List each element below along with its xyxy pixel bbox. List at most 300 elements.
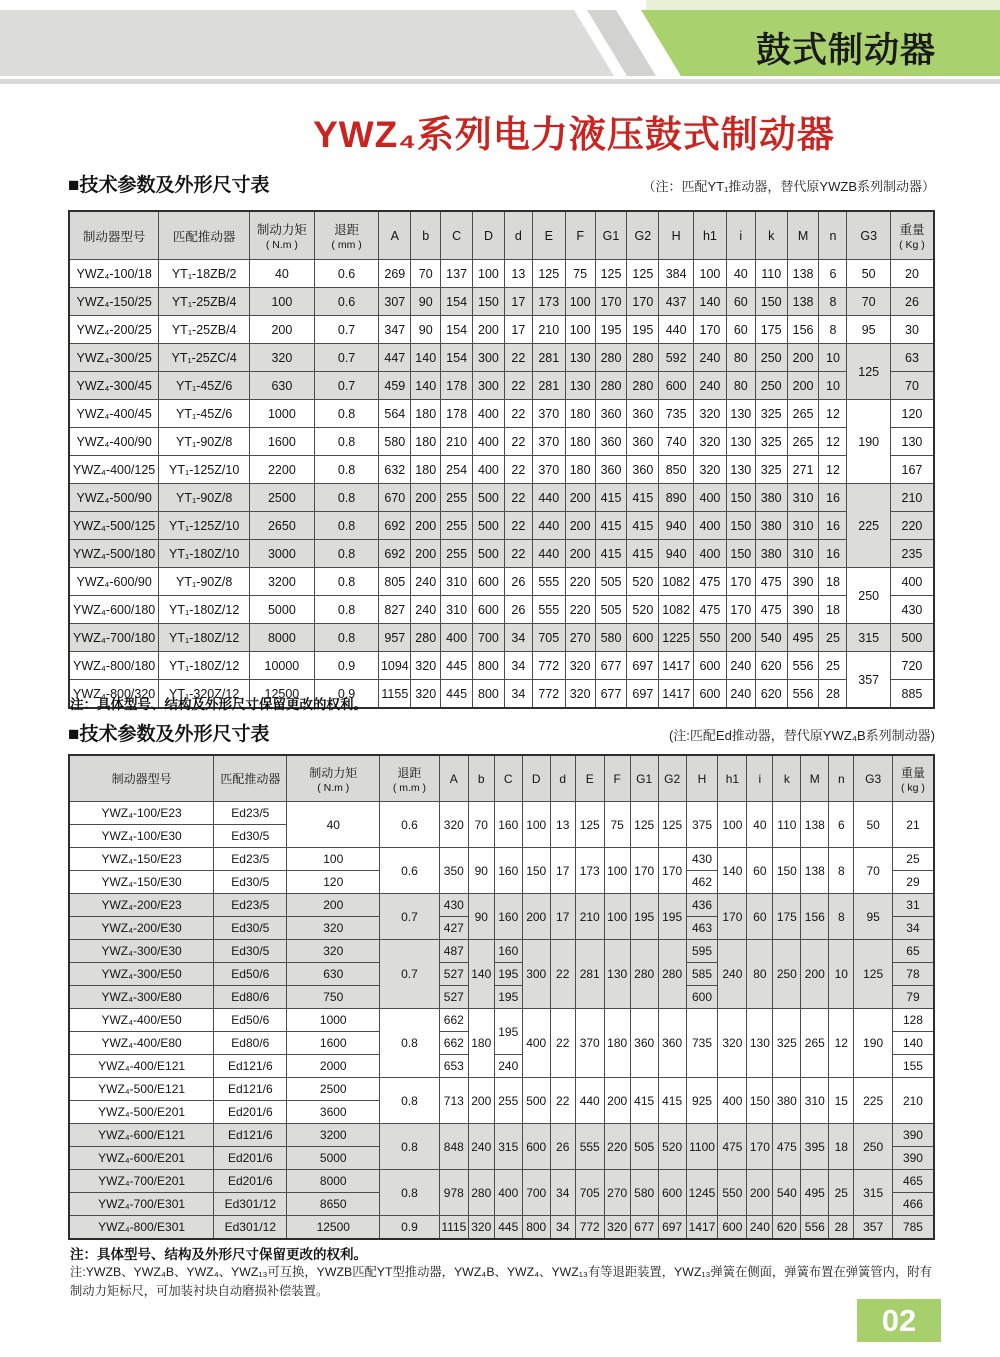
cell: 564: [379, 400, 411, 428]
table-row: [69, 540, 934, 568]
cell: 138: [787, 288, 819, 316]
cell: YWZ₄-150/E30: [69, 871, 214, 894]
column-header: b: [468, 755, 494, 802]
cell: 95: [847, 316, 890, 344]
cell: 170: [627, 288, 659, 316]
cell: 220: [565, 568, 595, 596]
cell: 22: [504, 456, 532, 484]
cell: 325: [773, 1009, 801, 1078]
cell: 50: [847, 260, 890, 288]
cell: 40: [287, 802, 380, 848]
cell: 240: [726, 652, 755, 680]
cell: 170: [630, 848, 658, 894]
cell: 235: [890, 540, 934, 568]
cell: 180: [411, 400, 441, 428]
column-header: i: [726, 211, 755, 260]
cell: 315: [494, 1124, 522, 1170]
cell: Ed23/5: [214, 802, 287, 825]
cell: 440: [532, 512, 565, 540]
column-header: 退距 ( m.m ): [380, 755, 440, 802]
cell: YWZ₄-500/125: [69, 512, 159, 540]
cell: 705: [575, 1170, 604, 1216]
cell: 692: [379, 512, 411, 540]
cell: 265: [801, 1009, 829, 1078]
cell: 22: [504, 428, 532, 456]
cell: 26: [504, 568, 532, 596]
cell: YT₁-25ZB/4: [159, 316, 250, 344]
column-header: E: [532, 211, 565, 260]
cell: 255: [441, 540, 473, 568]
cell: 128: [892, 1009, 934, 1032]
cell: 12: [829, 1009, 854, 1078]
cell: 100: [694, 260, 727, 288]
cell: 150: [755, 288, 787, 316]
cell: 462: [686, 871, 718, 894]
cell: 0.7: [380, 894, 440, 940]
cell: 670: [379, 484, 411, 512]
table-row: [69, 400, 934, 428]
cell: 440: [532, 484, 565, 512]
cell: 320: [694, 456, 727, 484]
cell: 600: [694, 652, 727, 680]
cell: 200: [787, 344, 819, 372]
cell: 34: [550, 1170, 575, 1216]
cell: 140: [718, 848, 747, 894]
cell: 8: [819, 316, 847, 344]
cell: 170: [658, 848, 686, 894]
cell: 653: [439, 1055, 468, 1078]
table-row: [69, 624, 934, 652]
cell: 692: [379, 540, 411, 568]
cell: 250: [854, 1124, 893, 1170]
cell: 600: [686, 986, 718, 1009]
cell: 8: [829, 848, 854, 894]
cell: 370: [532, 400, 565, 428]
cell: 580: [595, 624, 627, 652]
cell: 210: [532, 316, 565, 344]
cell: 487: [439, 940, 468, 963]
cell: 0.6: [314, 288, 379, 316]
cell: 445: [441, 680, 473, 709]
cell: 0.9: [380, 1216, 440, 1240]
cell: 95: [854, 894, 893, 940]
cell: 677: [595, 680, 627, 709]
cell: 180: [565, 428, 595, 456]
cell: 79: [892, 986, 934, 1009]
cell: 17: [504, 316, 532, 344]
cell: 360: [627, 400, 659, 428]
cell: 495: [801, 1170, 829, 1216]
cell: 200: [411, 484, 441, 512]
cell: 427: [439, 917, 468, 940]
cell: 630: [250, 372, 315, 400]
cell: YT₁-320Z/12: [159, 680, 250, 709]
cell: Ed30/5: [214, 871, 287, 894]
cell: 400: [441, 624, 473, 652]
cell: 320: [287, 940, 380, 963]
cell: 210: [890, 484, 934, 512]
cell: Ed301/12: [214, 1193, 287, 1216]
column-header: G2: [658, 755, 686, 802]
cell: 125: [847, 344, 890, 400]
cell: 0.8: [314, 624, 379, 652]
cell: 34: [504, 652, 532, 680]
cell: 0.8: [314, 568, 379, 596]
cell: Ed30/5: [214, 825, 287, 848]
cell: 240: [718, 940, 747, 1009]
cell: YWZ₄-400/E121: [69, 1055, 214, 1078]
cell: 80: [726, 372, 755, 400]
column-header: b: [411, 211, 441, 260]
cell: Ed50/6: [214, 963, 287, 986]
cell: 225: [854, 1078, 893, 1124]
cell: 662: [439, 1032, 468, 1055]
table-row: [69, 260, 934, 288]
cell: 70: [890, 372, 934, 400]
cell: 110: [773, 802, 801, 848]
cell: 65: [892, 940, 934, 963]
column-header: k: [773, 755, 801, 802]
cell: YWZ₄-400/45: [69, 400, 159, 428]
column-header: C: [441, 211, 473, 260]
cell: 785: [892, 1216, 934, 1240]
cell: 8000: [250, 624, 315, 652]
cell: 34: [504, 624, 532, 652]
cell: 140: [892, 1032, 934, 1055]
cell: 447: [379, 344, 411, 372]
column-header: 制动力矩 ( N.m ): [250, 211, 315, 260]
banner-title: 鼓式制动器: [755, 31, 936, 70]
cell: 555: [575, 1124, 604, 1170]
cell: 0.7: [314, 316, 379, 344]
cell: 310: [441, 568, 473, 596]
column-header: 匹配推动器: [159, 211, 250, 260]
cell: 0.8: [380, 1009, 440, 1078]
cell: 220: [604, 1124, 630, 1170]
cell: YWZ₄-300/E80: [69, 986, 214, 1009]
cell: 240: [411, 596, 441, 624]
column-header: d: [504, 211, 532, 260]
cell: 2500: [250, 484, 315, 512]
cell: 400: [718, 1078, 747, 1124]
cell: YWZ₄-300/E30: [69, 940, 214, 963]
cell: 662: [439, 1009, 468, 1032]
cell: 0.8: [314, 484, 379, 512]
cell: 280: [627, 344, 659, 372]
cell: 1000: [287, 1009, 380, 1032]
cell: 310: [787, 512, 819, 540]
cell: 156: [801, 894, 829, 940]
cell: YT₁-18ZB/2: [159, 260, 250, 288]
cell: YWZ₄-100/E30: [69, 825, 214, 848]
cell: 600: [694, 680, 727, 709]
section1-note: （注：匹配YT₁推动器，替代原YWZB系列制动器）: [642, 179, 935, 194]
cell: 1082: [659, 568, 694, 596]
cell: 384: [659, 260, 694, 288]
section2-note: (注:匹配Ed推动器，替代原YWZ₄B系列制动器): [668, 728, 935, 743]
table-row: [69, 596, 934, 624]
cell: 150: [522, 848, 550, 894]
column-header: G3: [847, 211, 890, 260]
cell: 505: [595, 568, 627, 596]
cell: 705: [532, 624, 565, 652]
cell: 170: [747, 1124, 773, 1170]
cell: 125: [854, 940, 893, 1009]
column-header: A: [439, 755, 468, 802]
cell: 505: [595, 596, 627, 624]
cell: 40: [747, 802, 773, 848]
cell: 415: [627, 512, 659, 540]
column-header: 退距 ( mm ): [314, 211, 379, 260]
cell: 180: [565, 400, 595, 428]
cell: 320: [439, 802, 468, 848]
cell: 180: [411, 456, 441, 484]
cell: 22: [504, 400, 532, 428]
cell: 390: [787, 568, 819, 596]
cell: 2650: [250, 512, 315, 540]
cell: 415: [595, 540, 627, 568]
cell: 360: [658, 1009, 686, 1078]
cell: YT₁-25ZC/4: [159, 344, 250, 372]
cell: 90: [411, 288, 441, 316]
cell: 325: [755, 428, 787, 456]
cell: 360: [595, 400, 627, 428]
column-header: 制动器型号: [69, 755, 214, 802]
cell: 180: [565, 456, 595, 484]
cell: 270: [565, 624, 595, 652]
cell: 200: [801, 940, 829, 1009]
cell: 8: [819, 288, 847, 316]
cell: 600: [718, 1216, 747, 1240]
cell: YT₁-125Z/10: [159, 512, 250, 540]
cell: 1600: [250, 428, 315, 456]
cell: 325: [755, 400, 787, 428]
cell: 957: [379, 624, 411, 652]
cell: 110: [755, 260, 787, 288]
cell: 200: [411, 540, 441, 568]
cell: 459: [379, 372, 411, 400]
cell: 75: [604, 802, 630, 848]
cell: 25: [829, 1170, 854, 1216]
cell: 200: [726, 624, 755, 652]
cell: 40: [250, 260, 315, 288]
cell: 240: [694, 344, 727, 372]
cell: 440: [659, 316, 694, 344]
cell: 200: [565, 540, 595, 568]
cell: 240: [726, 680, 755, 709]
cell: YWZ₄-500/E121: [69, 1078, 214, 1101]
cell: 0.7: [380, 940, 440, 1009]
cell: 550: [694, 624, 727, 652]
cell: 556: [801, 1216, 829, 1240]
cell: 90: [468, 848, 494, 894]
cell: 180: [468, 1009, 494, 1078]
cell: YWZ₄-700/E201: [69, 1170, 214, 1193]
cell: 475: [773, 1124, 801, 1170]
cell: 310: [801, 1078, 829, 1124]
cell: 22: [550, 1078, 575, 1124]
cell: YT₁-25ZB/4: [159, 288, 250, 316]
cell: 12: [819, 400, 847, 428]
cell: 100: [522, 802, 550, 848]
cell: 120: [890, 400, 934, 428]
cell: 100: [604, 848, 630, 894]
cell: 100: [287, 848, 380, 871]
cell: 800: [473, 680, 505, 709]
cell: 156: [787, 316, 819, 344]
cell: 495: [787, 624, 819, 652]
cell: 280: [595, 372, 627, 400]
cell: 281: [532, 372, 565, 400]
cell: 620: [755, 652, 787, 680]
cell: YT₁-180Z/12: [159, 624, 250, 652]
cell: YWZ₄-300/25: [69, 344, 159, 372]
table-row: [69, 652, 934, 680]
cell: 400: [694, 540, 727, 568]
cell: 0.8: [380, 1170, 440, 1216]
cell: 22: [504, 512, 532, 540]
cell: 0.8: [314, 428, 379, 456]
cell: 475: [694, 596, 727, 624]
cell: 200: [468, 1078, 494, 1124]
cell: 520: [627, 568, 659, 596]
cell: 12: [819, 456, 847, 484]
cell: 10: [819, 372, 847, 400]
table-row: [69, 344, 934, 372]
cell: 1245: [686, 1170, 718, 1216]
cell: YT₁-45Z/6: [159, 400, 250, 428]
cell: 0.8: [314, 596, 379, 624]
column-header: k: [755, 211, 787, 260]
cell: 527: [439, 986, 468, 1009]
table-row: [69, 456, 934, 484]
column-header: H: [659, 211, 694, 260]
cell: 270: [604, 1170, 630, 1216]
cell: 320: [411, 680, 441, 709]
cell: 310: [441, 596, 473, 624]
cell: 700: [522, 1170, 550, 1216]
cell: 436: [686, 894, 718, 917]
column-header: F: [604, 755, 630, 802]
cell: 16: [819, 512, 847, 540]
cell: 100: [565, 288, 595, 316]
footnote: 注:YWZB、YWZ₄B、YWZ₄、YWZ₁₃可互换，YWZB匹配YT型推动器，YWZ₄B、YWZ₄、YWZ₁₃有等退距装置，YWZ₁₃弹簧在侧面，弹簧布置在弹簧管内，附有制动力矩标尺，可加装衬块自动磨损补偿装置。: [70, 1265, 932, 1299]
cell: 190: [847, 400, 890, 484]
cell: 445: [494, 1216, 522, 1240]
cell: 370: [575, 1009, 604, 1078]
cell: 697: [627, 652, 659, 680]
cell: 415: [627, 540, 659, 568]
cell: 100: [604, 894, 630, 940]
cell: 21: [892, 802, 934, 848]
cell: 440: [532, 540, 565, 568]
cell: 220: [565, 596, 595, 624]
cell: 150: [473, 288, 505, 316]
cell: 75: [565, 260, 595, 288]
cell: 12500: [250, 680, 315, 709]
cell: 320: [565, 652, 595, 680]
cell: 2000: [287, 1055, 380, 1078]
cell: 360: [627, 456, 659, 484]
cell: YWZ₄-700/180: [69, 624, 159, 652]
cell: 580: [630, 1170, 658, 1216]
cell: YWZ₄-150/E23: [69, 848, 214, 871]
cell: 29: [892, 871, 934, 894]
cell: 325: [755, 456, 787, 484]
cell: 170: [726, 596, 755, 624]
column-header: i: [747, 755, 773, 802]
cell: 125: [627, 260, 659, 288]
cell: 138: [801, 802, 829, 848]
cell: Ed201/6: [214, 1101, 287, 1124]
cell: 0.9: [314, 652, 379, 680]
cell: 437: [659, 288, 694, 316]
cell: 500: [522, 1078, 550, 1124]
cell: 280: [411, 624, 441, 652]
cell: 390: [892, 1124, 934, 1147]
cell: 580: [379, 428, 411, 456]
cell: 26: [504, 596, 532, 624]
cell: 13: [550, 802, 575, 848]
table-row: [69, 1009, 934, 1032]
cell: 466: [892, 1193, 934, 1216]
cell: YWZ₄-600/90: [69, 568, 159, 596]
cell: 772: [532, 680, 565, 709]
cell: 160: [494, 802, 522, 848]
cell: 850: [659, 456, 694, 484]
cell: 28: [819, 680, 847, 709]
cell: YWZ₄-600/180: [69, 596, 159, 624]
cell: 280: [630, 940, 658, 1009]
cell: 520: [658, 1124, 686, 1170]
cell: 25: [819, 652, 847, 680]
cell: 3600: [287, 1101, 380, 1124]
cell: 17: [550, 894, 575, 940]
cell: 18: [829, 1124, 854, 1170]
column-header: 重量 ( kg ): [892, 755, 934, 802]
table-row: [69, 1170, 934, 1193]
cell: 17: [550, 848, 575, 894]
cell: 0.8: [314, 456, 379, 484]
cell: YT₁-45Z/6: [159, 372, 250, 400]
cell: 210: [575, 894, 604, 940]
cell: 3000: [250, 540, 315, 568]
column-header: A: [379, 211, 411, 260]
cell: 0.7: [314, 372, 379, 400]
cell: 240: [747, 1216, 773, 1240]
cell: 390: [892, 1147, 934, 1170]
cell: 0.6: [314, 260, 379, 288]
cell: 150: [747, 1078, 773, 1124]
cell: 697: [658, 1216, 686, 1240]
cell: 475: [755, 596, 787, 624]
cell: 415: [595, 484, 627, 512]
column-header: h1: [694, 211, 727, 260]
cell: 210: [441, 428, 473, 456]
cell: 677: [595, 652, 627, 680]
column-header: n: [819, 211, 847, 260]
cell: 130: [726, 456, 755, 484]
column-header: M: [787, 211, 819, 260]
column-header: h1: [718, 755, 747, 802]
cell: 250: [847, 568, 890, 624]
cell: 940: [659, 540, 694, 568]
cell: 200: [473, 316, 505, 344]
cell: 0.8: [314, 512, 379, 540]
cell: 60: [747, 848, 773, 894]
cell: 1100: [686, 1124, 718, 1170]
cell: 300: [473, 344, 505, 372]
